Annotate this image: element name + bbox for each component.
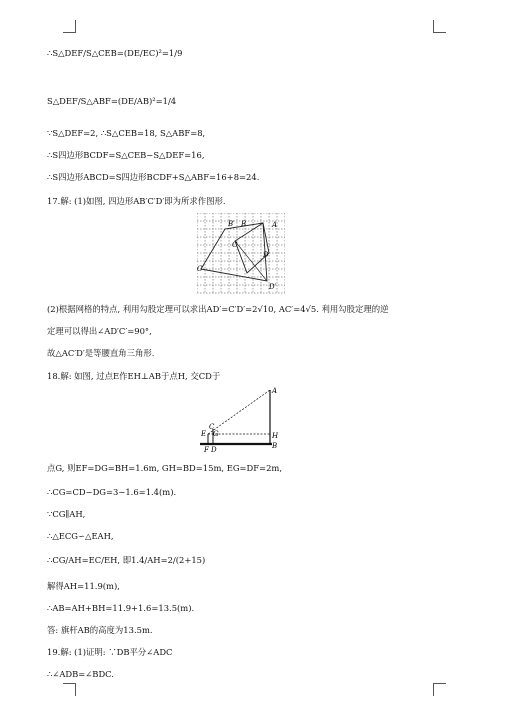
label-b: B xyxy=(241,220,247,228)
label-b-prime: B′ xyxy=(228,220,235,228)
text-line-l8: 定理可以得出∠AD′C′=90°, xyxy=(47,326,152,336)
text-line-l5: ∴S四边形ABCD=S四边形BCDF+S△ABF=16+8=24. xyxy=(47,172,260,182)
text-line-l14: ∴△ECG∽△EAH, xyxy=(47,531,114,541)
crop-mark-bottom-left xyxy=(63,683,76,696)
text-line-l20: ∴∠ADB=∠BDC. xyxy=(47,669,114,679)
text-line-l2: S△DEF/S△ABF=(DE/AB)²=1/4 xyxy=(47,96,177,106)
label-e: E xyxy=(201,430,207,438)
label-f: F xyxy=(204,446,209,454)
text-line-l13: ∵CG∥AH, xyxy=(47,509,86,519)
text-line-l11: 点G, 则EF=DG=BH=1.6m, GH=BD=15m, EG=DF=2m, xyxy=(47,463,283,473)
text-line-l19: 19.解: (1)证明: ∵DB平分∠ADC xyxy=(47,647,173,657)
text-line-l17: ∴AB=AH+BH=11.9+1.6=13.5(m). xyxy=(47,603,195,613)
text-line-l15: ∴CG/AH=EC/EH, 即1.4/AH=2/(2+15) xyxy=(47,555,206,565)
text-line-l3: ∵S△DEF=2, ∴S△CEB=18, S△ABF=8, xyxy=(47,128,206,138)
label-c: C xyxy=(209,423,215,431)
label-a: A xyxy=(272,387,278,395)
figure-18-flagpole-diagram xyxy=(198,384,284,454)
text-line-l16: 解得AH=11.9(m), xyxy=(47,581,120,591)
label-d-prime: D′ xyxy=(269,283,277,291)
label-a: A xyxy=(272,221,278,229)
figure-17-grid-diagram xyxy=(197,213,285,299)
label-d: D xyxy=(211,446,217,454)
label-d: D xyxy=(263,251,269,259)
crop-mark-top-right xyxy=(433,20,446,33)
sight-line-ea xyxy=(208,390,270,434)
crop-mark-bottom-right xyxy=(433,683,446,696)
text-line-l18: 答: 旗杆AB的高度为13.5m. xyxy=(47,625,153,635)
text-line-l10: 18.解: 如图, 过点E作EH⊥AB于点H, 交CD于 xyxy=(47,371,221,381)
label-h: H xyxy=(272,432,279,440)
text-line-l9: 故△AC′D′是等腰直角三角形. xyxy=(47,348,155,358)
text-line-l12: ∴CG=CD−DG=3−1.6=1.4(m). xyxy=(47,487,177,497)
crop-mark-top-left xyxy=(63,20,76,33)
text-line-l6: 17.解: (1)如图, 四边形AB′C′D′即为所求作图形. xyxy=(47,196,226,206)
text-line-l1: ∴S△DEF/S△CEB=(DE/EC)²=1/9 xyxy=(47,48,183,58)
quad-ab-c-d-prime xyxy=(201,223,267,281)
label-c-prime: C′ xyxy=(197,265,204,273)
label-g: G xyxy=(213,430,219,438)
text-line-l7: (2)根据网格的特点, 利用勾股定理可以求出AD′=C′D′=2√10, AC′=4√5. 利用勾股定理的逆 xyxy=(47,304,389,314)
label-c: C xyxy=(232,241,238,249)
label-b: B xyxy=(272,442,278,450)
text-line-l4: ∴S四边形BCDF=S△CEB−S△DEF=16, xyxy=(47,150,205,160)
